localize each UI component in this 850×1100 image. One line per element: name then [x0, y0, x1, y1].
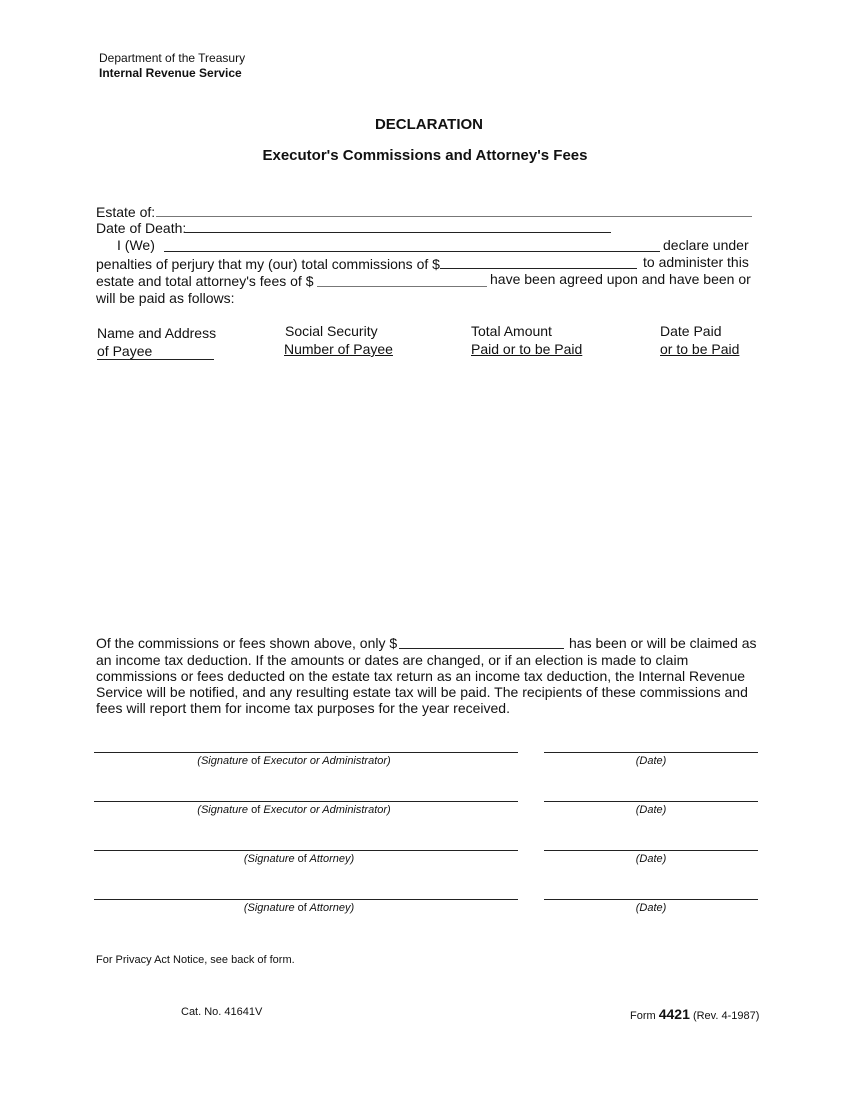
agency-name: Internal Revenue Service: [99, 66, 242, 80]
estate-of-field[interactable]: [156, 201, 752, 217]
signature-label-pre: (Signature: [243, 902, 295, 914]
signature-label-role: Executor or Administrator): [263, 804, 391, 816]
deduction-line2: an income tax deduction. If the amounts or dates are changed, or if an election is made to claim: [96, 652, 689, 668]
date-label-executor-1: (Date): [635, 755, 667, 767]
column-date-line1: Date Paid: [660, 323, 722, 339]
date-label-executor-2: (Date): [635, 804, 667, 816]
form-word: Form: [630, 1010, 656, 1022]
date-of-death-field[interactable]: [184, 217, 611, 233]
attorney-fees-field[interactable]: [317, 271, 487, 287]
form-subtitle: Executor's Commissions and Attorney's Fees: [262, 147, 588, 164]
signature-label-executor-2: [94, 804, 494, 816]
deduction-line4: Service will be notified, and any resulting estate tax will be paid. The recipients of these commissions and: [96, 684, 748, 700]
deduction-amount-field[interactable]: [399, 633, 564, 649]
penalties-text: penalties of perjury that my (our) total commissions of $: [96, 256, 440, 272]
signature-label-executor-1: [94, 755, 494, 767]
date-line-executor-1[interactable]: [544, 752, 758, 753]
payee-entry-area[interactable]: [96, 366, 756, 626]
privacy-act-notice: For Privacy Act Notice, see back of form.: [96, 954, 295, 966]
date-of-death-label: Date of Death:: [96, 220, 187, 236]
column-header-payee: [97, 324, 216, 360]
declarant-field[interactable]: [164, 236, 660, 252]
column-ssn-line2: Number of Payee: [284, 341, 393, 357]
column-ssn-line1: Social Security: [285, 323, 378, 339]
catalog-number: Cat. No. 41641V: [181, 1006, 263, 1018]
deduction-line3: commissions or fees deducted on the estate tax return as an income tax deduction, the Internal Revenue: [96, 668, 746, 684]
signature-label-attorney-2: [94, 902, 504, 914]
deduction-lead-text: Of the commissions or fees shown above, only $: [96, 635, 398, 651]
paid-as-follows-text: will be paid as follows:: [96, 290, 235, 306]
form-number: 4421: [658, 1006, 690, 1022]
column-amount-line1: Total Amount: [471, 323, 552, 339]
signature-line-attorney-1[interactable]: [94, 850, 518, 851]
date-line-attorney-2[interactable]: [544, 899, 758, 900]
column-header-amount: [471, 322, 582, 358]
column-date-line2: or to be Paid: [660, 341, 740, 357]
signature-line-executor-2[interactable]: [94, 801, 518, 802]
date-line-attorney-1[interactable]: [544, 850, 758, 851]
signature-line-attorney-2[interactable]: [94, 899, 518, 900]
to-administer-text: to administer this: [643, 254, 749, 270]
claimed-text: has been or will be claimed as: [569, 635, 757, 651]
agreed-text: have been agreed upon and have been or: [490, 271, 751, 287]
signature-label-pre: (Signature: [197, 755, 249, 767]
deduction-line5: fees will report them for income tax purposes for the year received.: [96, 700, 510, 716]
column-payee-line1: Name and Address: [97, 325, 217, 341]
date-label-attorney-1: (Date): [635, 853, 667, 865]
signature-label-of: of: [251, 804, 261, 816]
column-payee-line2: of Payee: [97, 343, 214, 360]
signature-label-of: of: [297, 902, 307, 914]
signature-label-attorney-1: [94, 853, 504, 865]
column-header-ssn: [284, 322, 393, 358]
form-identifier: [630, 1006, 759, 1022]
signature-label-pre: (Signature: [243, 853, 295, 865]
signature-label-of: of: [251, 755, 261, 767]
signature-label-role: Executor or Administrator): [263, 755, 391, 767]
date-line-executor-2[interactable]: [544, 801, 758, 802]
form-title: DECLARATION: [374, 116, 484, 133]
column-amount-line2: Paid or to be Paid: [471, 341, 583, 357]
date-label-attorney-2: (Date): [635, 902, 667, 914]
signature-line-executor-1[interactable]: [94, 752, 518, 753]
department-name: Department of the Treasury: [99, 51, 246, 65]
column-header-date: [660, 322, 739, 358]
form-revision: (Rev. 4-1987): [692, 1010, 760, 1022]
signature-label-of: of: [297, 853, 307, 865]
signature-label-pre: (Signature: [197, 804, 249, 816]
signature-label-role: Attorney): [309, 853, 355, 865]
signature-label-role: Attorney): [309, 902, 355, 914]
declarant-label: I (We): [117, 237, 155, 253]
estate-fees-text: estate and total attorney's fees of $: [96, 273, 314, 289]
declare-under-text: declare under: [663, 237, 749, 253]
estate-of-label: Estate of:: [96, 204, 156, 220]
commissions-field[interactable]: [440, 253, 637, 269]
